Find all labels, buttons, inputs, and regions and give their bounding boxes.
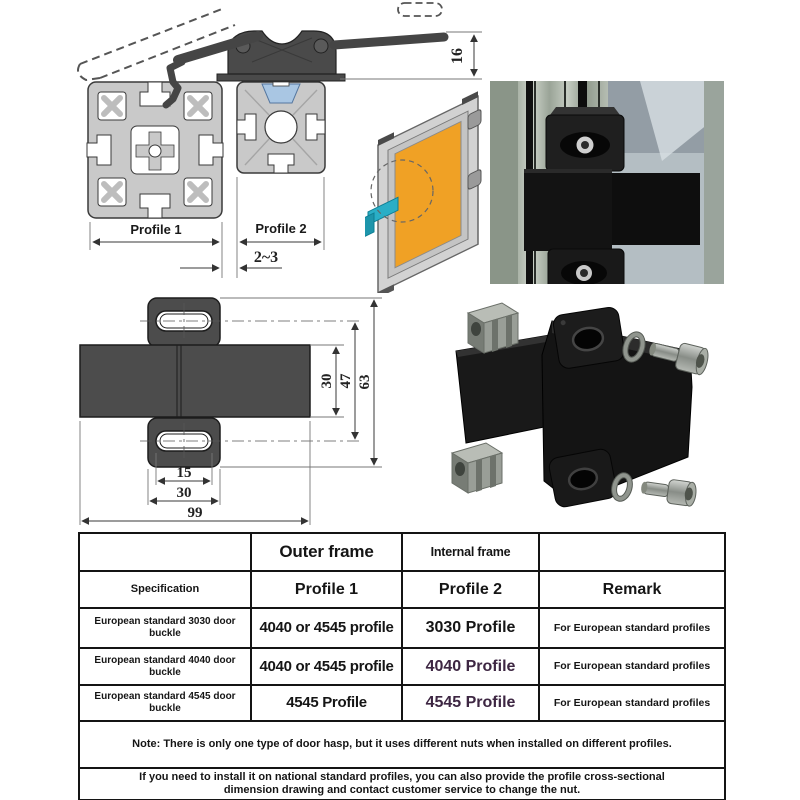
- dim-99: 99: [187, 505, 203, 521]
- table-row-column-headers: [79, 571, 725, 608]
- remark-cell: For European standard profiles: [539, 685, 725, 721]
- slot-nut: [468, 303, 518, 353]
- plan-drawing: [60, 285, 410, 530]
- door-frame-isometric: [365, 88, 490, 293]
- hasp-handle: [334, 37, 444, 45]
- outer-cell: 4040 or 4545 profile: [251, 608, 402, 648]
- spec-cell: European standard 4545 door buckle: [79, 685, 251, 721]
- outer-cell: 4545 Profile: [251, 685, 402, 721]
- profile1-cross-section: [87, 82, 223, 218]
- footer-cell: [79, 768, 725, 800]
- profile1-header: Profile 1: [251, 571, 402, 608]
- table-row-frame-headers: [79, 533, 725, 571]
- spec-cell: European standard 4040 door buckle: [79, 648, 251, 685]
- installed-photo: [490, 81, 724, 284]
- footer-text: If you need to install it on national standard profiles, you can also provide the profile cross-sectional dimension drawing and contact customer service to change the nut.: [139, 770, 665, 796]
- remark-cell: For European standard profiles: [539, 608, 725, 648]
- profile1-label: Profile 1: [130, 222, 182, 237]
- remark-header: Remark: [539, 571, 725, 608]
- dim-47: 47: [338, 373, 354, 389]
- dim-30-horizontal: 30: [176, 485, 192, 501]
- exploded-view: [440, 295, 735, 525]
- outer-cell: 4040 or 4545 profile: [251, 648, 402, 685]
- internal-cell: 4545 Profile: [402, 685, 539, 721]
- dim-30-vertical: 30: [319, 373, 335, 389]
- spec-cell: European standard 3030 door buckle: [79, 608, 251, 648]
- table-row: [79, 608, 725, 648]
- table-row: [79, 648, 725, 685]
- table-row-note: [79, 721, 725, 768]
- table-row-footer: [79, 768, 725, 800]
- dim-16-label: 16: [449, 48, 466, 64]
- gap-dimension-label: 2~3: [253, 249, 279, 266]
- dim-63: 63: [357, 374, 373, 390]
- note-text: Note: There is only one type of door hasp, but it uses different nuts when installed on different profiles.: [79, 721, 725, 768]
- table-row: [79, 685, 725, 721]
- dim-15: 15: [176, 465, 192, 481]
- profile2-cross-section: [237, 82, 325, 173]
- empty-cell: [539, 533, 725, 571]
- internal-cell: 4040 Profile: [402, 648, 539, 685]
- spec-table: [78, 532, 726, 800]
- specification-header: Specification: [79, 571, 251, 608]
- empty-cell: [79, 533, 251, 571]
- buckle-plan-shape: [80, 298, 310, 467]
- profile2-label: Profile 2: [255, 221, 307, 236]
- slot-nut: [452, 443, 502, 493]
- screw: [640, 475, 698, 506]
- internal-frame-header: Internal frame: [402, 533, 539, 571]
- profile2-header: Profile 2: [402, 571, 539, 608]
- internal-cell: 3030 Profile: [402, 608, 539, 648]
- remark-cell: For European standard profiles: [539, 648, 725, 685]
- outer-frame-header: Outer frame: [251, 533, 402, 571]
